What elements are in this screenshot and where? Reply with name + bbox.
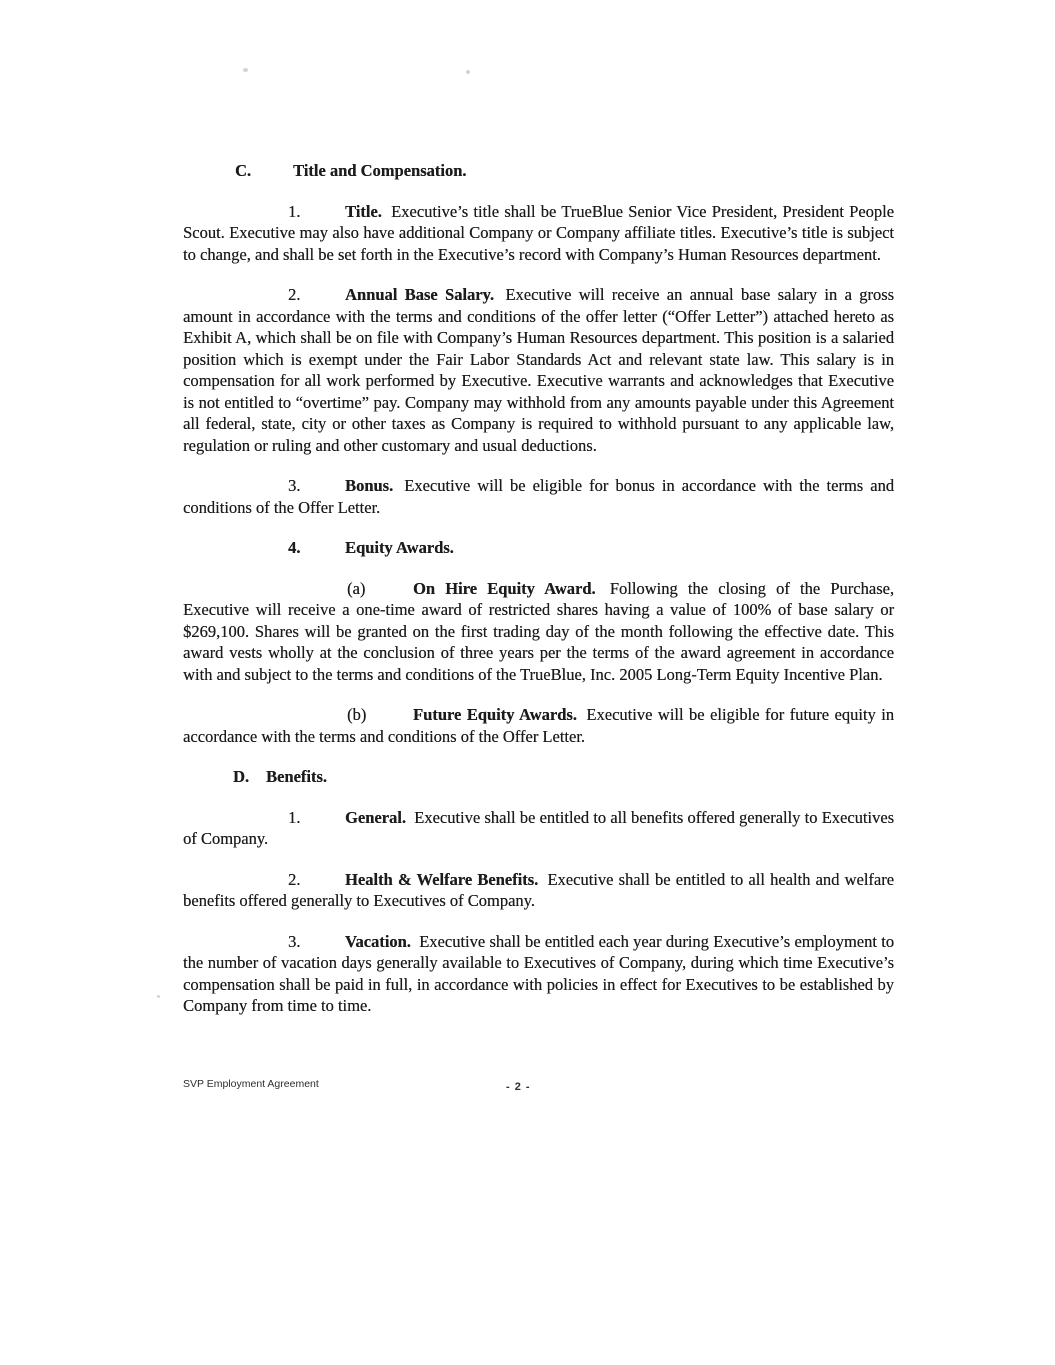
paragraph-marker: 2. bbox=[288, 869, 301, 889]
paragraph-title: Annual Base Salary. bbox=[345, 285, 495, 304]
paragraph-marker: 1. bbox=[288, 807, 301, 827]
paragraph-marker: C. bbox=[235, 161, 252, 180]
paragraph-text: Executive’s title shall be TrueBlue Senior Vice President, President People Scout. Executive may also have additional Company or Company affiliate titles. Executive’s title is subject to change, and shall be set forth in the Executive’s record with Company’s Human Resources department. bbox=[183, 201, 895, 264]
paragraph-text: Executive will receive an annual base salary in a gross amount in accordance with the terms and conditions of the offer letter (“Offer Letter”) attached hereto as Exhibit A, which shall be on file with Company’s Human Resources department. This position is a salaried position which is exempt under the Fair Labor Standards Act and relevant state law. This salary is in compensation for all work performed by Executive. Executive warrants and acknowledges that Executive is not entitled to “overtime” pay. Company may withhold from any amounts payable under this Agreement all federal, state, city or other taxes as Company is required to withhold pursuant to any applicable law, regulation or ruling and other customary and usual deductions. bbox=[183, 285, 894, 455]
paragraph-marker: (b) bbox=[347, 705, 367, 724]
paragraph-text: Executive shall be entitled to all health and welfare benefits offered generally to Executives of Company. bbox=[183, 869, 894, 910]
footer-doc-label: SVP Employment Agreement bbox=[183, 1078, 319, 1090]
paragraph-text: Following the closing of the Purchase, Executive will receive a one-time award of restricted shares having a value of 100% of base salary or $269,100. Shares will be granted on the first trading day of the month following the effective date. This award vests wholly at the conclusion of three years per the terms of the award agreement in accordance with and subject to the terms and conditions of the TrueBlue, Inc. 2005 Long-Term Equity Incentive Plan. bbox=[183, 578, 894, 684]
paragraph-title: Equity Awards. bbox=[345, 538, 454, 557]
section-heading bbox=[183, 160, 894, 182]
scan-speck bbox=[243, 68, 248, 72]
paragraph-title: Title. bbox=[345, 201, 382, 221]
paragraph-text: Executive will be eligible for bonus in accordance with the terms and conditions of the Offer Letter. bbox=[183, 476, 894, 517]
footer-page-number: - 2 - bbox=[506, 1081, 531, 1093]
paragraph bbox=[183, 284, 894, 456]
paragraph-marker: 4. bbox=[288, 538, 301, 557]
section-heading bbox=[183, 766, 894, 788]
paragraph-title: Future Equity Awards. bbox=[413, 705, 577, 724]
paragraph bbox=[183, 807, 894, 850]
paragraph-text: Executive will be eligible for future equity in accordance with the terms and conditions of the Offer Letter. bbox=[183, 705, 895, 746]
paragraph-title: On Hire Equity Award. bbox=[413, 578, 596, 598]
paragraph bbox=[183, 201, 894, 266]
document-body bbox=[183, 160, 894, 1036]
paragraph-title: Benefits. bbox=[266, 767, 327, 786]
paragraph-text: Executive shall be entitled each year during Executive’s employment to the number of vacation days generally available to Executives of Company, during which time Executive’s compensation shall be paid in full, in accordance with policies in effect for Executives to be established by Company from time to time. bbox=[183, 931, 894, 1015]
paragraph bbox=[183, 704, 894, 747]
paragraph bbox=[183, 931, 894, 1017]
paragraph-title: Title and Compensation. bbox=[293, 161, 467, 180]
paragraph-title: Vacation. bbox=[345, 931, 411, 951]
paragraph-title: General. bbox=[345, 807, 406, 827]
paragraph-title: Health & Welfare Benefits. bbox=[345, 869, 539, 889]
paragraph-marker: (a) bbox=[347, 578, 366, 598]
section-heading bbox=[183, 537, 894, 559]
paragraph-marker: 3. bbox=[288, 476, 301, 495]
paragraph bbox=[183, 869, 894, 912]
paragraph bbox=[183, 475, 894, 518]
paragraph-marker: D. bbox=[233, 767, 250, 786]
paragraph-title: Bonus. bbox=[345, 476, 394, 495]
scan-speck bbox=[157, 995, 160, 998]
paragraph-marker: 1. bbox=[288, 201, 301, 221]
scan-speck bbox=[466, 70, 470, 74]
paragraph bbox=[183, 578, 894, 686]
paragraph-text: Executive shall be entitled to all benefits offered generally to Executives of Company. bbox=[183, 807, 895, 848]
paragraph-marker: 2. bbox=[288, 285, 301, 304]
paragraph-marker: 3. bbox=[288, 931, 301, 951]
